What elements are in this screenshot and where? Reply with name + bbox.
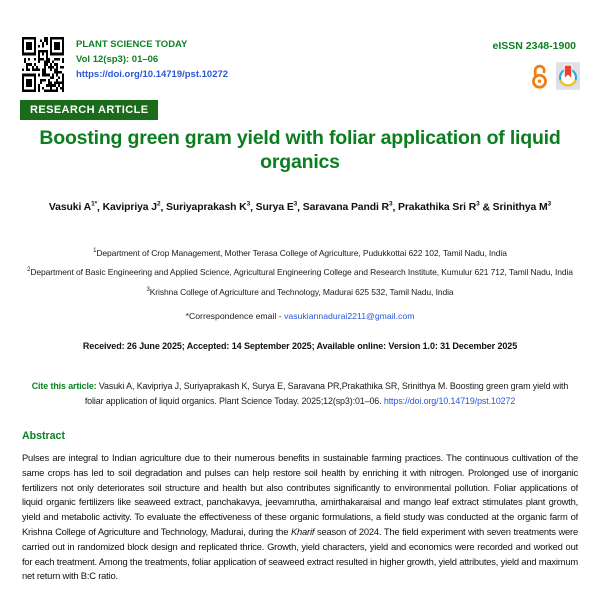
correspondence-line xyxy=(0,311,600,321)
author-list: Vasuki $A^{1*}$, Kavipriya $J^2$, Suriyaprakash $K^3$, Surya $E^3$, Saravana Pandi $R^3$, Prakathika Sri $R^3$ & Srinithya $M^3$ xyxy=(48,201,552,214)
affiliation: $^2$Department of Basic Engineering and Applied Science, Agricultural Engineering College and Research Institute, Kumulur 621 712, Tamil Nadu, India xyxy=(27,267,573,278)
affiliation: $^1$Department of Crop Management, Mother Terasa College of Agriculture, Pudukkottai 622 102, Tamil Nadu, India xyxy=(93,247,507,258)
author: Suriyaprakash $K^3$ xyxy=(166,201,251,214)
author: Srinithya $M^3$ xyxy=(492,201,552,214)
abstract-heading: Abstract xyxy=(22,430,65,442)
citation-block xyxy=(26,379,574,408)
article-title: Boosting green gram yield with foliar application of liquid organics xyxy=(39,127,561,173)
citation-text: Vasuki A, Kavipriya J, Suriyaprakash K, Surya E, Saravana PR,Prakathika SR, Srinithya M. Boosting green gram yield with foliar application of liquid organics. Plant Science Today. 2025;12(sp3):01–06. xyxy=(84,381,569,406)
article-doi-link[interactable]: https://doi.org/10.14719/pst.10272 xyxy=(76,69,229,80)
affiliation-list xyxy=(10,243,590,301)
abstract-part-2: season of 2024. The field experiment with seven treatments were carried out in randomized block design and replicated thrice. Growth, yield characters, yield and economics were recorded and worked out for each treatment. Among the treatments, foliar application of seaweed extract resulted in higher growth, yield attributes, yield and maximum net return with B:C ratio. xyxy=(22,525,578,582)
affiliation: $^3$Krishna College of Agriculture and Technology, Madurai 625 532, Tamil Nadu, India xyxy=(146,286,454,297)
author: Kavipriya $J^2$ xyxy=(102,201,161,214)
abstract-italic-kharif: Kharif xyxy=(290,525,315,537)
article-type-badge: RESEARCH ARTICLE xyxy=(20,100,158,120)
journal-volume: Vol 12(sp3): 01–06 xyxy=(76,54,159,65)
article-dates: Received: 26 June 2025; Accepted: 14 September 2025; Available online: Version 1.0: 31 December 2025 xyxy=(82,341,518,351)
journal-header xyxy=(76,37,228,82)
qr-code xyxy=(22,37,64,92)
journal-eissn: eISSN 2348-1900 xyxy=(492,40,576,52)
author: Vasuki $A^{1*}$ xyxy=(48,201,98,214)
qr-code-graphic xyxy=(22,37,64,92)
correspondence-label: *Correspondence email - xyxy=(185,311,285,321)
abstract-text xyxy=(22,451,578,600)
correspondence-email-link[interactable]: vasukiannadurai2211@gmail.com xyxy=(284,311,415,321)
abstract-part-1: Pulses are integral to Indian agriculture due to their numerous benefits in sustainable farming practices. The continuous cultivation of the same crops has led to soil degradation and pulses can help restore soil health by enriching it with nitrogen. Prolonged use of inorganic fertilizers not only deteriorates soil structure and health but also contributes significantly to environmental pollution. Foliar applications of liquid organic fertilizers like seaweed extract, panchakavya, jeevamrutha, amirthakaraisal and mango leaf extract stimulates plant growth, yield and metabolic activity. To evaluate the effectiveness of these organic formulations, a field study was conducted at the organic farm of Krishna College of Agriculture and Technology, Madurai, during the xyxy=(22,452,578,537)
header-icons xyxy=(530,62,580,95)
journal-name: PLANT SCIENCE TODAY xyxy=(76,39,188,50)
open-access-lock-icon xyxy=(530,63,549,95)
crossmark-check-icon[interactable] xyxy=(556,62,580,95)
citation-label: Cite this article: xyxy=(31,381,99,391)
author: Saravana Pandi $R^3$ xyxy=(302,201,393,214)
author: Surya $E^3$ xyxy=(255,201,298,214)
citation-doi-link[interactable]: https://doi.org/10.14719/pst.10272 xyxy=(383,395,516,406)
author: Prakathika Sri $R^3$ xyxy=(398,201,480,214)
